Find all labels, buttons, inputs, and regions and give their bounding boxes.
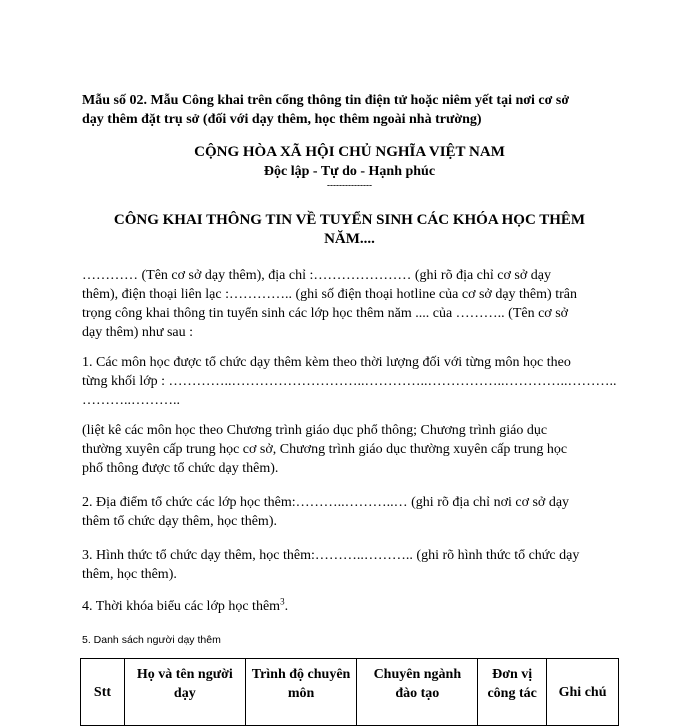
item-4-text: 4. Thời khóa biểu các lớp học thêm (82, 599, 281, 614)
header-qualification-l2: môn (287, 686, 315, 701)
item-3-line-2: thêm, học thêm). (82, 567, 177, 582)
item-5-teacher-list (82, 631, 617, 650)
item-5-text: 5. Danh sách người dạy thêm (82, 634, 221, 646)
header-major (357, 659, 478, 726)
teacher-list-table (80, 658, 619, 726)
item-2-line-1: 2. Địa điểm tổ chức các lớp học thêm:………..………..… (ghi rõ địa chỉ nơi cơ sở dạy (82, 495, 570, 510)
header-notes-label: Ghi chú (558, 684, 607, 700)
header-notes (547, 659, 619, 726)
note-line-3: phổ thông được tổ chức dạy thêm). (82, 461, 279, 476)
form-heading-line-2: dạy thêm đặt trụ sở (đối với dạy thêm, học thêm ngoài nhà trường) (82, 112, 482, 127)
header-divider: --------------- (327, 180, 372, 190)
national-header (82, 143, 617, 189)
item-1-line-1: 1. Các môn học được tổ chức dạy thêm kèm theo thời lượng đối với từng môn học theo (82, 355, 571, 370)
header-workplace (478, 659, 547, 726)
header-stt-label: Stt (93, 684, 112, 700)
subjects-note (82, 421, 617, 478)
document-title (82, 211, 617, 249)
intro-line-3: trọng công khai thông tin tuyển sinh các lớp học thêm năm .... của ……….. (Tên cơ sở (82, 306, 569, 321)
item-1-line-3: ………..……….. (82, 393, 180, 408)
footnote-marker: 3 (280, 596, 285, 607)
item-2-location (82, 493, 617, 531)
national-motto: Độc lập - Tự do - Hạnh phúc (263, 164, 436, 179)
intro-line-2: thêm), điện thoại liên lạc :………….. (ghi số điện thoại hotline của cơ sở dạy thêm) trân (82, 287, 577, 302)
header-teacher-name-l1: Họ và tên người (136, 667, 233, 682)
item-3-format (82, 546, 617, 584)
item-1-subjects (82, 353, 617, 410)
item-4-timetable (82, 597, 617, 616)
header-major-l1: Chuyên ngành (373, 667, 462, 682)
header-teacher-name (124, 659, 245, 726)
document-title-line-2: NĂM.... (324, 231, 375, 247)
header-qualification-l1: Trình độ chuyên (251, 667, 351, 682)
table-header-row (81, 659, 619, 726)
intro-paragraph (82, 266, 617, 342)
header-major-l2: đào tạo (395, 686, 440, 701)
item-4-end: . (284, 599, 289, 614)
header-stt (81, 659, 125, 726)
header-workplace-l2: công tác (487, 686, 537, 701)
country-name: CỘNG HÒA XÃ HỘI CHỦ NGHĨA VIỆT NAM (194, 144, 505, 160)
intro-line-1: ………… (Tên cơ sở dạy thêm), địa chỉ :………………… (ghi rõ địa chỉ cơ sở dạy (82, 268, 551, 283)
item-3-line-1: 3. Hình thức tổ chức dạy thêm, học thêm:………..……….. (ghi rõ hình thức tổ chức dạy (82, 548, 580, 563)
form-heading (82, 91, 617, 129)
header-qualification (245, 659, 357, 726)
intro-line-4: dạy thêm) như sau : (82, 325, 194, 340)
note-line-1: (liệt kê các môn học theo Chương trình giáo dục phổ thông; Chương trình giáo dục (82, 423, 548, 438)
header-workplace-l1: Đơn vị (492, 667, 533, 682)
item-1-line-2: từng khối lớp : …………..………………………..…………..……………..…………..……….. (82, 374, 617, 389)
header-teacher-name-l2: dạy (173, 686, 196, 701)
item-2-line-2: thêm tổ chức dạy thêm, học thêm). (82, 514, 277, 529)
form-heading-line-1: Mẫu số 02. Mẫu Công khai trên cổng thông tin điện tử hoặc niêm yết tại nơi cơ sở (82, 93, 570, 108)
note-line-2: thường xuyên cấp trung học cơ sở, Chương trình giáo dục thường xuyên cấp trung học (82, 442, 568, 457)
document-title-line-1: CÔNG KHAI THÔNG TIN VỀ TUYỂN SINH CÁC KHÓA HỌC THÊM (113, 212, 586, 228)
